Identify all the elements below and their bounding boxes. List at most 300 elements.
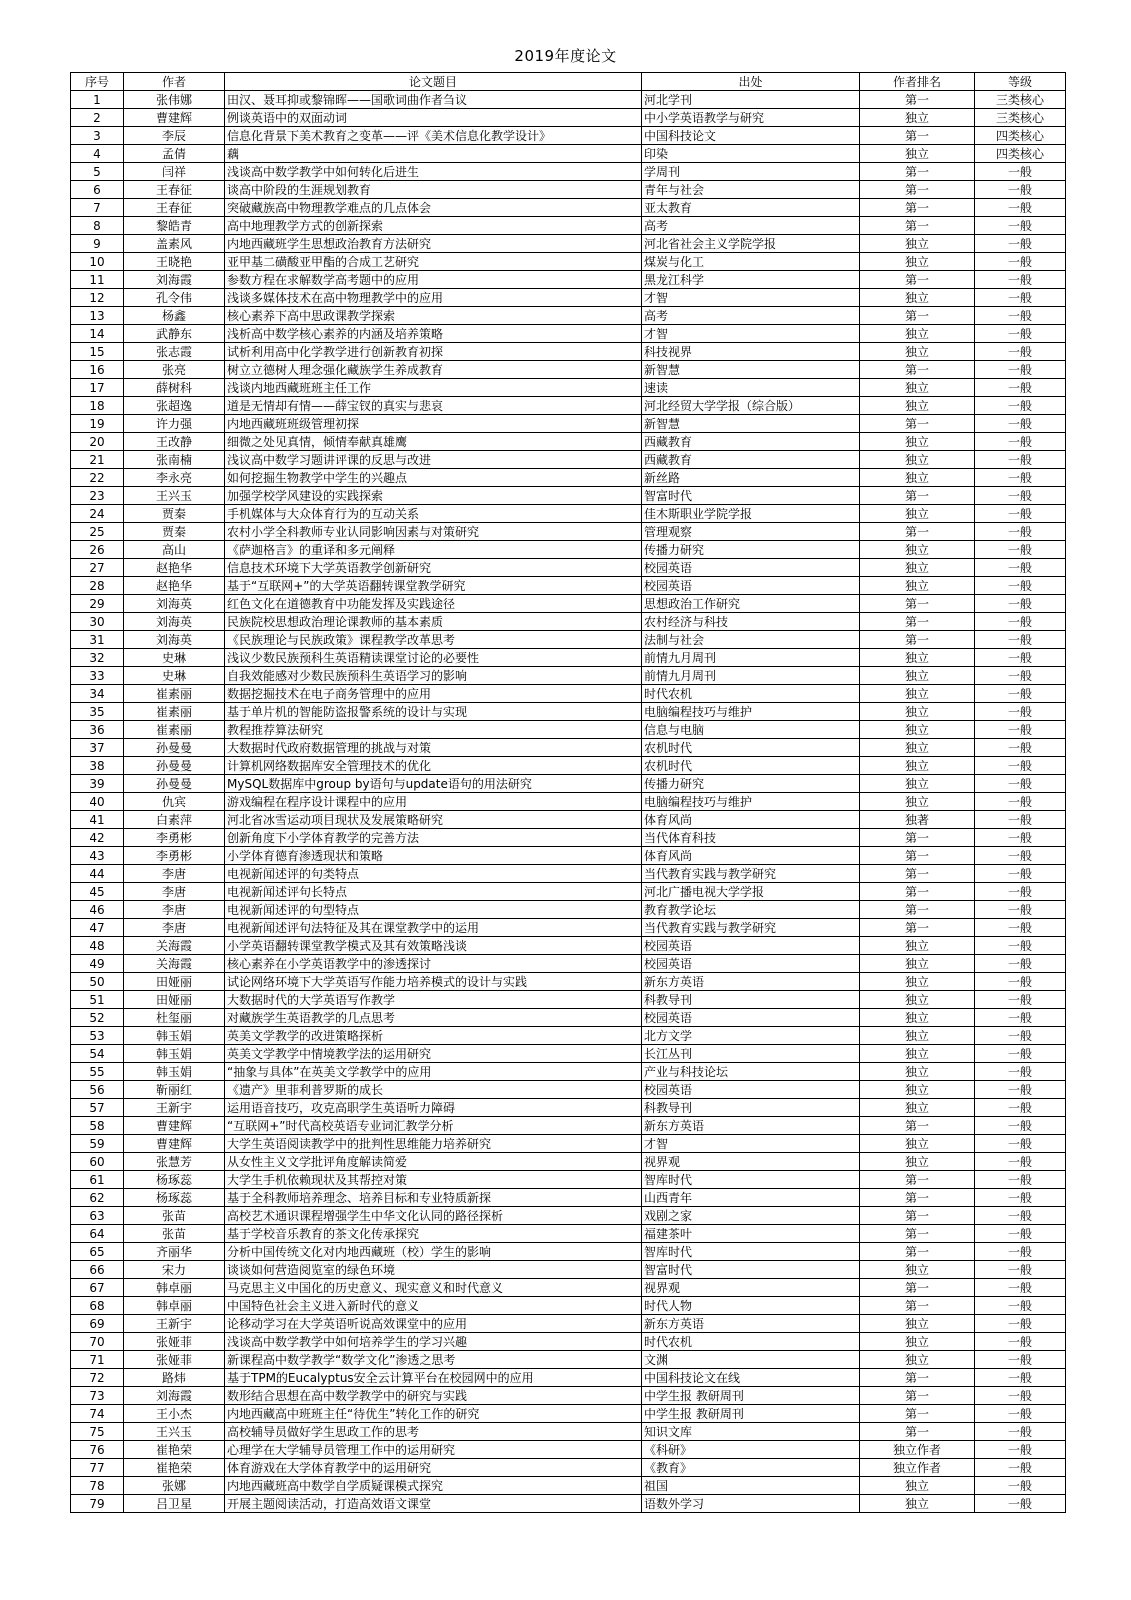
cell-author: 张南楠	[124, 451, 225, 469]
table-row	[71, 757, 1066, 775]
table-row	[71, 919, 1066, 937]
cell-source: 文渊	[642, 1351, 860, 1369]
table-row	[71, 1315, 1066, 1333]
cell-level: 一般	[975, 865, 1066, 883]
cell-level: 一般	[975, 379, 1066, 397]
table-row	[71, 1099, 1066, 1117]
cell-paper-title: 英美文学教学的改进策略探析	[225, 1027, 642, 1045]
cell-index: 41	[71, 811, 124, 829]
cell-index: 20	[71, 433, 124, 451]
cell-index: 45	[71, 883, 124, 901]
cell-index: 28	[71, 577, 124, 595]
cell-source: 时代农机	[642, 1333, 860, 1351]
cell-level: 一般	[975, 577, 1066, 595]
table-row	[71, 469, 1066, 487]
cell-level: 一般	[975, 469, 1066, 487]
cell-index: 15	[71, 343, 124, 361]
cell-author: 曹建辉	[124, 1117, 225, 1135]
cell-paper-title: 电视新闻述评句法特征及其在课堂教学中的运用	[225, 919, 642, 937]
cell-author: 崔素丽	[124, 685, 225, 703]
cell-source: 才智	[642, 289, 860, 307]
table-row	[71, 1333, 1066, 1351]
cell-author-rank: 独立作者	[860, 1459, 975, 1477]
cell-author: 刘海霞	[124, 271, 225, 289]
cell-source: 科教导刊	[642, 1099, 860, 1117]
cell-paper-title: 论移动学习在大学英语听说高效课堂中的应用	[225, 1315, 642, 1333]
cell-source: 当代教育实践与教学研究	[642, 919, 860, 937]
cell-author-rank: 第一	[860, 1405, 975, 1423]
cell-author-rank: 独立	[860, 757, 975, 775]
cell-index: 64	[71, 1225, 124, 1243]
cell-author-rank: 独立	[860, 577, 975, 595]
cell-paper-title: 游戏编程在程序设计课程中的应用	[225, 793, 642, 811]
cell-author: 王春征	[124, 181, 225, 199]
cell-paper-title: 民族院校思想政治理论课教师的基本素质	[225, 613, 642, 631]
cell-author: 张娅菲	[124, 1351, 225, 1369]
cell-paper-title: 突破藏族高中物理教学难点的几点体会	[225, 199, 642, 217]
cell-author-rank: 独立	[860, 559, 975, 577]
cell-index: 5	[71, 163, 124, 181]
table-row	[71, 1117, 1066, 1135]
cell-source: 时代农机	[642, 685, 860, 703]
cell-index: 11	[71, 271, 124, 289]
cell-index: 13	[71, 307, 124, 325]
cell-author-rank: 独立	[860, 955, 975, 973]
table-row	[71, 235, 1066, 253]
cell-author: 李唐	[124, 883, 225, 901]
cell-source: 黑龙江科学	[642, 271, 860, 289]
cell-author-rank: 独立	[860, 1477, 975, 1495]
cell-level: 一般	[975, 181, 1066, 199]
table-row	[71, 631, 1066, 649]
cell-index: 65	[71, 1243, 124, 1261]
cell-author: 贾秦	[124, 523, 225, 541]
cell-level: 一般	[975, 325, 1066, 343]
cell-paper-title: 浅谈内地西藏班班主任工作	[225, 379, 642, 397]
cell-index: 40	[71, 793, 124, 811]
cell-paper-title: 内地西藏班学生思想政治教育方法研究	[225, 235, 642, 253]
cell-author: 张超逸	[124, 397, 225, 415]
cell-paper-title: 浅谈高中数学教学中如何培养学生的学习兴趣	[225, 1333, 642, 1351]
cell-level: 一般	[975, 1441, 1066, 1459]
cell-index: 56	[71, 1081, 124, 1099]
table-row	[71, 1153, 1066, 1171]
cell-level: 一般	[975, 1099, 1066, 1117]
cell-level: 一般	[975, 1189, 1066, 1207]
cell-index: 63	[71, 1207, 124, 1225]
cell-author-rank: 第一	[860, 91, 975, 109]
cell-level: 四类核心	[975, 145, 1066, 163]
cell-author-rank: 独立	[860, 145, 975, 163]
cell-author-rank: 第一	[860, 1225, 975, 1243]
cell-author-rank: 第一	[860, 1207, 975, 1225]
cell-author: 孙曼曼	[124, 757, 225, 775]
cell-paper-title: 核心素养下高中思政课教学探索	[225, 307, 642, 325]
cell-author: 关海霞	[124, 937, 225, 955]
table-row	[71, 181, 1066, 199]
table-row	[71, 1063, 1066, 1081]
cell-paper-title: 基于单片机的智能防盗报警系统的设计与实现	[225, 703, 642, 721]
table-row	[71, 1477, 1066, 1495]
cell-source: 新东方英语	[642, 1315, 860, 1333]
cell-index: 53	[71, 1027, 124, 1045]
cell-author-rank: 独立	[860, 451, 975, 469]
cell-source: 农机时代	[642, 757, 860, 775]
cell-source: 智富时代	[642, 1261, 860, 1279]
cell-source: 祖国	[642, 1477, 860, 1495]
cell-level: 四类核心	[975, 127, 1066, 145]
cell-paper-title: 浅议少数民族预科生英语精读课堂讨论的必要性	[225, 649, 642, 667]
cell-index: 19	[71, 415, 124, 433]
cell-author-rank: 独立	[860, 1153, 975, 1171]
table-row	[71, 1441, 1066, 1459]
cell-paper-title: 小学英语翻转课堂教学模式及其有效策略浅谈	[225, 937, 642, 955]
table-row	[71, 901, 1066, 919]
table-row	[71, 937, 1066, 955]
cell-source: 戏剧之家	[642, 1207, 860, 1225]
cell-author-rank: 第一	[860, 865, 975, 883]
cell-source: 学周刊	[642, 163, 860, 181]
cell-level: 一般	[975, 505, 1066, 523]
table-row	[71, 505, 1066, 523]
cell-level: 一般	[975, 1477, 1066, 1495]
cell-level: 一般	[975, 415, 1066, 433]
cell-index: 38	[71, 757, 124, 775]
cell-author-rank: 第一	[860, 199, 975, 217]
cell-author-rank: 第一	[860, 307, 975, 325]
cell-level: 一般	[975, 1261, 1066, 1279]
cell-author-rank: 独立	[860, 433, 975, 451]
cell-index: 79	[71, 1495, 124, 1513]
cell-author: 韩玉娟	[124, 1027, 225, 1045]
cell-author: 曹建辉	[124, 1135, 225, 1153]
column-header-author-rank: 作者排名	[860, 73, 975, 91]
cell-author: 闫祥	[124, 163, 225, 181]
cell-author-rank: 第一	[860, 415, 975, 433]
table-row	[71, 577, 1066, 595]
cell-level: 一般	[975, 901, 1066, 919]
cell-author: 孔令伟	[124, 289, 225, 307]
cell-author-rank: 独立	[860, 973, 975, 991]
cell-index: 51	[71, 991, 124, 1009]
cell-author: 仇宾	[124, 793, 225, 811]
cell-level: 一般	[975, 199, 1066, 217]
cell-author-rank: 独立	[860, 721, 975, 739]
table-row	[71, 559, 1066, 577]
cell-index: 10	[71, 253, 124, 271]
cell-author-rank: 独立	[860, 1081, 975, 1099]
cell-index: 55	[71, 1063, 124, 1081]
cell-paper-title: 大学生手机依赖现状及其帮控对策	[225, 1171, 642, 1189]
table-row	[71, 217, 1066, 235]
cell-source: 亚太教育	[642, 199, 860, 217]
cell-index: 57	[71, 1099, 124, 1117]
cell-paper-title: 计算机网络数据库安全管理技术的优化	[225, 757, 642, 775]
cell-author: 张亮	[124, 361, 225, 379]
cell-author-rank: 独立	[860, 1333, 975, 1351]
cell-level: 一般	[975, 667, 1066, 685]
cell-level: 一般	[975, 937, 1066, 955]
cell-author-rank: 第一	[860, 163, 975, 181]
table-header-row	[71, 73, 1066, 91]
cell-index: 70	[71, 1333, 124, 1351]
table-row	[71, 325, 1066, 343]
table-row	[71, 613, 1066, 631]
cell-author: 杨鑫	[124, 307, 225, 325]
cell-author: 王新宇	[124, 1099, 225, 1117]
table-row	[71, 1459, 1066, 1477]
cell-author-rank: 独立	[860, 739, 975, 757]
cell-source: 校园英语	[642, 955, 860, 973]
cell-index: 58	[71, 1117, 124, 1135]
cell-author: 王晓艳	[124, 253, 225, 271]
cell-index: 6	[71, 181, 124, 199]
cell-source: 河北广播电视大学学报	[642, 883, 860, 901]
cell-level: 一般	[975, 1207, 1066, 1225]
cell-source: 校园英语	[642, 1081, 860, 1099]
cell-index: 44	[71, 865, 124, 883]
table-row	[71, 685, 1066, 703]
cell-level: 一般	[975, 361, 1066, 379]
cell-level: 一般	[975, 271, 1066, 289]
cell-author: 张娜	[124, 1477, 225, 1495]
cell-source: 新东方英语	[642, 1117, 860, 1135]
table-row	[71, 829, 1066, 847]
cell-paper-title: 体育游戏在大学体育教学中的运用研究	[225, 1459, 642, 1477]
table-row	[71, 1009, 1066, 1027]
cell-author-rank: 独立	[860, 1009, 975, 1027]
table-row	[71, 1351, 1066, 1369]
cell-author: 路炜	[124, 1369, 225, 1387]
cell-level: 一般	[975, 523, 1066, 541]
cell-author: 张志霞	[124, 343, 225, 361]
cell-paper-title: 田汉、聂耳抑或黎锦晖——国歌词曲作者刍议	[225, 91, 642, 109]
cell-paper-title: 试析利用高中化学教学进行创新教育初探	[225, 343, 642, 361]
column-header-index: 序号	[71, 73, 124, 91]
table-row	[71, 721, 1066, 739]
cell-author-rank: 第一	[860, 1297, 975, 1315]
cell-source: 新丝路	[642, 469, 860, 487]
cell-source: 前情九月周刊	[642, 667, 860, 685]
table-row	[71, 991, 1066, 1009]
cell-level: 一般	[975, 1405, 1066, 1423]
cell-author: 史琳	[124, 667, 225, 685]
cell-author-rank: 独立	[860, 109, 975, 127]
cell-author-rank: 第一	[860, 487, 975, 505]
cell-author: 杨琢蕊	[124, 1171, 225, 1189]
cell-paper-title: 大数据时代的大学英语写作教学	[225, 991, 642, 1009]
cell-author-rank: 第一	[860, 1117, 975, 1135]
cell-paper-title: 内地西藏高中班班主任“待优生”转化工作的研究	[225, 1405, 642, 1423]
cell-source: 印染	[642, 145, 860, 163]
cell-paper-title: 内地西藏班高中数学自学质疑课模式探究	[225, 1477, 642, 1495]
cell-source: 校园英语	[642, 1009, 860, 1027]
cell-author-rank: 第一	[860, 613, 975, 631]
cell-author-rank: 独立	[860, 253, 975, 271]
table-row	[71, 487, 1066, 505]
cell-author-rank: 第一	[860, 1189, 975, 1207]
table-row	[71, 1045, 1066, 1063]
cell-author-rank: 独立	[860, 325, 975, 343]
cell-paper-title: MySQL数据库中group by语句与update语句的用法研究	[225, 775, 642, 793]
papers-table	[70, 72, 1066, 1513]
cell-index: 54	[71, 1045, 124, 1063]
cell-source: 中学生报 教研周刊	[642, 1405, 860, 1423]
cell-paper-title: 红色文化在道德教育中功能发挥及实践途径	[225, 595, 642, 613]
cell-source: 新智慧	[642, 361, 860, 379]
cell-author: 韩卓丽	[124, 1297, 225, 1315]
cell-index: 1	[71, 91, 124, 109]
cell-index: 62	[71, 1189, 124, 1207]
cell-author: 孙曼曼	[124, 775, 225, 793]
cell-source: 思想政治工作研究	[642, 595, 860, 613]
cell-source: 河北学刊	[642, 91, 860, 109]
cell-paper-title: 心理学在大学辅导员管理工作中的运用研究	[225, 1441, 642, 1459]
cell-level: 一般	[975, 433, 1066, 451]
cell-source: 中小学英语教学与研究	[642, 109, 860, 127]
cell-author-rank: 独立	[860, 937, 975, 955]
table-row	[71, 145, 1066, 163]
table-row	[71, 415, 1066, 433]
cell-author-rank: 独立	[860, 1045, 975, 1063]
cell-source: 速读	[642, 379, 860, 397]
cell-level: 一般	[975, 811, 1066, 829]
cell-author: 盖素风	[124, 235, 225, 253]
cell-author: 白素萍	[124, 811, 225, 829]
cell-author-rank: 独立	[860, 685, 975, 703]
cell-source: 产业与科技论坛	[642, 1063, 860, 1081]
cell-index: 14	[71, 325, 124, 343]
table-row	[71, 397, 1066, 415]
cell-source: 河北省社会主义学院学报	[642, 235, 860, 253]
cell-author-rank: 独立	[860, 289, 975, 307]
column-header-paper-title: 论文题目	[225, 73, 642, 91]
cell-index: 49	[71, 955, 124, 973]
cell-index: 27	[71, 559, 124, 577]
cell-author: 刘海霞	[124, 1387, 225, 1405]
cell-source: 农村经济与科技	[642, 613, 860, 631]
cell-index: 68	[71, 1297, 124, 1315]
cell-author: 王改静	[124, 433, 225, 451]
cell-author: 崔艳荣	[124, 1459, 225, 1477]
cell-author: 李辰	[124, 127, 225, 145]
cell-index: 42	[71, 829, 124, 847]
cell-author: 王春征	[124, 199, 225, 217]
cell-index: 30	[71, 613, 124, 631]
cell-index: 48	[71, 937, 124, 955]
cell-paper-title: 新课程高中数学教学“数学文化”渗透之思考	[225, 1351, 642, 1369]
cell-source: 当代教育实践与教学研究	[642, 865, 860, 883]
cell-level: 一般	[975, 721, 1066, 739]
cell-author-rank: 独立	[860, 1495, 975, 1513]
cell-level: 一般	[975, 919, 1066, 937]
cell-author: 宋力	[124, 1261, 225, 1279]
table-row	[71, 1189, 1066, 1207]
cell-paper-title: 藕	[225, 145, 642, 163]
cell-author-rank: 独立	[860, 343, 975, 361]
cell-author-rank: 独立	[860, 505, 975, 523]
cell-author: 高山	[124, 541, 225, 559]
cell-level: 一般	[975, 451, 1066, 469]
cell-author-rank: 第一	[860, 181, 975, 199]
cell-level: 一般	[975, 1081, 1066, 1099]
cell-level: 一般	[975, 1495, 1066, 1513]
cell-index: 46	[71, 901, 124, 919]
cell-index: 69	[71, 1315, 124, 1333]
cell-author-rank: 独立	[860, 541, 975, 559]
cell-source: 体育风尚	[642, 847, 860, 865]
table-row	[71, 1297, 1066, 1315]
table-body	[71, 91, 1066, 1513]
cell-author: 许力强	[124, 415, 225, 433]
cell-source: 视界观	[642, 1153, 860, 1171]
cell-author: 李唐	[124, 865, 225, 883]
cell-author: 贾秦	[124, 505, 225, 523]
cell-author-rank: 第一	[860, 1171, 975, 1189]
cell-level: 一般	[975, 1315, 1066, 1333]
cell-author-rank: 第一	[860, 1423, 975, 1441]
cell-level: 一般	[975, 1351, 1066, 1369]
cell-author: 王新宇	[124, 1315, 225, 1333]
column-header-level: 等级	[975, 73, 1066, 91]
table-row	[71, 109, 1066, 127]
cell-paper-title: 信息技术环境下大学英语教学创新研究	[225, 559, 642, 577]
cell-source: 电脑编程技巧与维护	[642, 703, 860, 721]
cell-author: 杨琢蕊	[124, 1189, 225, 1207]
cell-author: 赵艳华	[124, 577, 225, 595]
table-row	[71, 253, 1066, 271]
cell-index: 18	[71, 397, 124, 415]
cell-level: 一般	[975, 775, 1066, 793]
table-row	[71, 361, 1066, 379]
cell-index: 74	[71, 1405, 124, 1423]
cell-source: 前情九月周刊	[642, 649, 860, 667]
cell-paper-title: 亚甲基二磺酸亚甲酯的合成工艺研究	[225, 253, 642, 271]
cell-source: 高考	[642, 307, 860, 325]
cell-paper-title: 如何挖掘生物教学中学生的兴趣点	[225, 469, 642, 487]
cell-level: 一般	[975, 289, 1066, 307]
cell-index: 4	[71, 145, 124, 163]
cell-author: 李唐	[124, 901, 225, 919]
table-row	[71, 1387, 1066, 1405]
cell-paper-title: 数据挖掘技术在电子商务管理中的应用	[225, 685, 642, 703]
cell-author-rank: 第一	[860, 1387, 975, 1405]
cell-paper-title: 小学体育德育渗透现状和策略	[225, 847, 642, 865]
cell-paper-title: 《民族理论与民族政策》课程教学改革思考	[225, 631, 642, 649]
cell-index: 72	[71, 1369, 124, 1387]
cell-paper-title: 基于“互联网+”的大学英语翻转课堂教学研究	[225, 577, 642, 595]
cell-author-rank: 独立	[860, 1135, 975, 1153]
cell-source: 高考	[642, 217, 860, 235]
cell-level: 一般	[975, 739, 1066, 757]
table-row	[71, 1207, 1066, 1225]
cell-source: 中学生报 教研周刊	[642, 1387, 860, 1405]
cell-author: 杜玺丽	[124, 1009, 225, 1027]
cell-source: 中国科技论文在线	[642, 1369, 860, 1387]
cell-source: 北方文学	[642, 1027, 860, 1045]
cell-level: 一般	[975, 1171, 1066, 1189]
cell-paper-title: 运用语音技巧，攻克高职学生英语听力障碍	[225, 1099, 642, 1117]
cell-author: 史琳	[124, 649, 225, 667]
cell-author: 刘海英	[124, 631, 225, 649]
cell-paper-title: “互联网+”时代高校英语专业词汇教学分析	[225, 1117, 642, 1135]
cell-source: 传播力研究	[642, 541, 860, 559]
cell-author-rank: 独立	[860, 1261, 975, 1279]
cell-author: 李勇彬	[124, 829, 225, 847]
cell-paper-title: 电视新闻述评句长特点	[225, 883, 642, 901]
cell-author-rank: 独立	[860, 469, 975, 487]
cell-author: 田娅丽	[124, 973, 225, 991]
